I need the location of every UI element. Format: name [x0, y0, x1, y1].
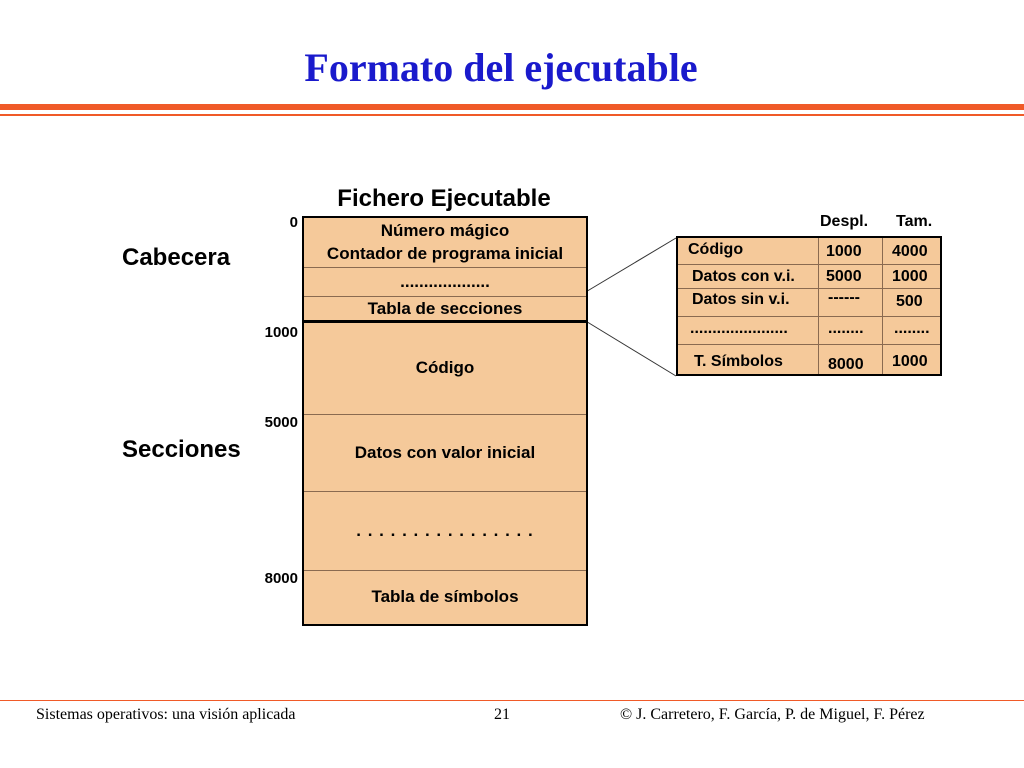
footer-authors: © J. Carretero, F. García, P. de Miguel, F. Pérez: [620, 706, 925, 723]
row-initialized-data: Datos con valor inicial: [354, 443, 536, 462]
row-sections-ellipsis: . . . . . . . . . . . . . . . .: [356, 521, 534, 540]
file-title: Fichero Ejecutable: [337, 185, 551, 212]
row-symbol-table: Tabla de símbolos: [371, 586, 519, 606]
section-table: [676, 236, 942, 376]
table-cell-name: Datos sin v.i.: [692, 291, 790, 308]
table-cell-name: T. Símbolos: [694, 353, 783, 370]
table-column-divider: [818, 238, 819, 374]
connector-line-top: [584, 238, 676, 293]
group-label-sections: Secciones: [122, 436, 241, 463]
connector-line-bottom: [584, 320, 676, 376]
group-label-header: Cabecera: [122, 244, 231, 271]
table-row-divider: [678, 288, 940, 289]
table-cell-offset: 5000: [826, 268, 862, 285]
table-cell-offset: 8000: [828, 356, 864, 373]
table-cell-size: 500: [896, 293, 923, 310]
footer-book-title: Sistemas operativos: una visión aplicada: [36, 706, 296, 723]
table-cell-name: ......................: [690, 320, 788, 337]
offset-label: 5000: [264, 414, 298, 431]
table-row-divider: [678, 316, 940, 317]
table-cell-name: Datos con v.i.: [692, 268, 795, 285]
column-header-offset: Despl.: [820, 213, 869, 230]
table-cell-size: 4000: [892, 243, 928, 260]
table-column-divider: [882, 238, 883, 374]
table-row-divider: [678, 264, 940, 265]
executable-file-box: [302, 216, 588, 626]
row-section-table: Tabla de secciones: [367, 299, 523, 318]
table-cell-offset: 1000: [826, 243, 862, 260]
table-cell-offset: ------: [828, 289, 860, 306]
footer-page-number: 21: [494, 706, 510, 723]
table-row-divider: [678, 344, 940, 345]
row-code: Código: [415, 358, 475, 377]
column-header-size: Tam.: [896, 213, 933, 230]
row-magic-number: Número mágico: [380, 221, 510, 240]
table-cell-name: Código: [688, 241, 744, 258]
title-rule-thick: [0, 104, 1024, 110]
offset-label: 8000: [264, 570, 298, 587]
footer-rule: [0, 700, 1024, 701]
table-cell-size: 1000: [892, 353, 928, 370]
title-rule-thin: [0, 114, 1024, 116]
row-header-ellipsis: ...................: [400, 272, 490, 291]
slide-title: Formato del ejecutable: [304, 45, 698, 90]
table-cell-offset: ........: [828, 320, 864, 337]
offset-label: 0: [289, 214, 298, 231]
table-cell-size: ........: [894, 320, 930, 337]
row-initial-pc: Contador de programa inicial: [326, 244, 564, 263]
table-cell-size: 1000: [892, 268, 928, 285]
offset-label: 1000: [264, 324, 298, 341]
